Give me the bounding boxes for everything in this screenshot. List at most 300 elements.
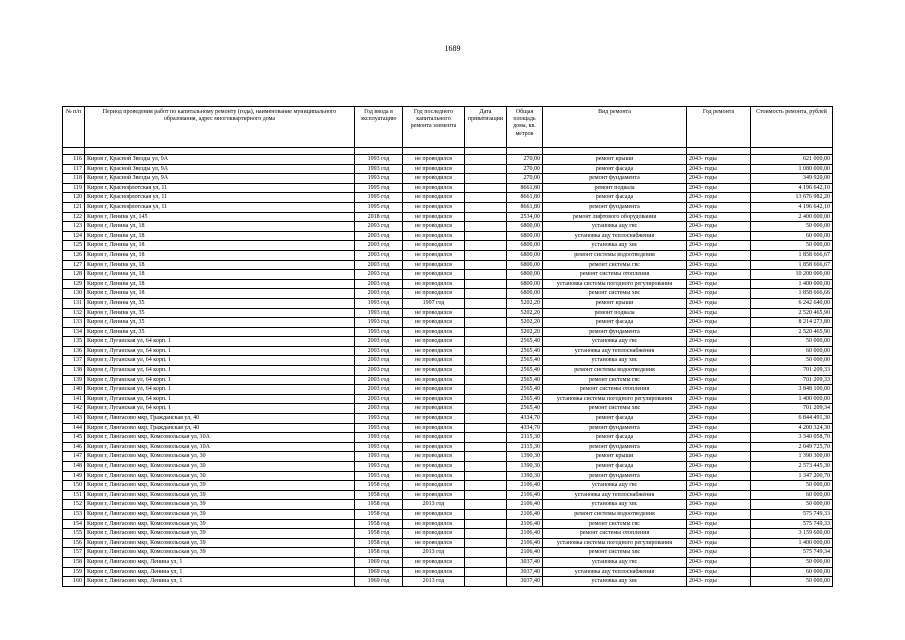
cell-repair-type: ремонт фундамента [543, 202, 687, 212]
cell-privatization [465, 366, 507, 376]
cell-year-built: 1958 год [355, 529, 403, 539]
table-row [63, 375, 833, 385]
cell-area: 4334,70 [507, 423, 543, 433]
cell-num: 120 [63, 193, 85, 203]
cell-repair-type: ремонт фасада [543, 433, 687, 443]
cell-year-built: 1993 год [355, 308, 403, 318]
cell-cost: 1 400 000,00 [751, 394, 833, 404]
table-row [63, 414, 833, 424]
cell-year-built: 1995 год [355, 202, 403, 212]
cell-num: 148 [63, 462, 85, 472]
cell-area: 6800,00 [507, 270, 543, 280]
cell-cost: 4 196 642,10 [751, 202, 833, 212]
table-row [63, 231, 833, 241]
cell-year-last-repair: не проводился [403, 308, 465, 318]
cell-num: 151 [63, 490, 85, 500]
cell-year-built: 1969 год [355, 577, 403, 587]
cell-repair-type: ремонт подвала [543, 183, 687, 193]
cell-cost: 2 049 725,70 [751, 442, 833, 452]
cell-privatization [465, 212, 507, 222]
cell-privatization [465, 500, 507, 510]
cell-year-last-repair: не проводился [403, 241, 465, 251]
cell-repair-year: 2043- годы [687, 279, 751, 289]
cell-cost: 575 749,34 [751, 548, 833, 558]
cell-address: Киров г, Луганская ул, 64 корп. 1 [85, 366, 355, 376]
cell-num: 149 [63, 471, 85, 481]
cell-address: Киров г, Ленина ул, 18 [85, 260, 355, 270]
cell-num: 122 [63, 212, 85, 222]
cell-address: Киров г, Лянгасово мкр, Ленина ул, 1 [85, 567, 355, 577]
cell-cost: 6 844 491,30 [751, 414, 833, 424]
cell-privatization [465, 174, 507, 184]
cell-repair-year: 2043- годы [687, 289, 751, 299]
cell-repair-type: ремонт крыши [543, 452, 687, 462]
cell-year-built: 1969 год [355, 557, 403, 567]
table-body [63, 148, 833, 587]
table-row [63, 433, 833, 443]
cell-area: 2565,40 [507, 337, 543, 347]
cell-num: 155 [63, 529, 85, 539]
cell-year-built: 1995 год [355, 193, 403, 203]
table-row [63, 212, 833, 222]
header-year-built: Год ввода в эксплуатацию [355, 107, 403, 148]
cell-cost: 50 000,00 [751, 577, 833, 587]
cell-num: 140 [63, 385, 85, 395]
cell-num: 116 [63, 155, 85, 165]
cell-address: Киров г, Луганская ул, 64 корп. 1 [85, 394, 355, 404]
cell-repair-year: 2043- годы [687, 500, 751, 510]
cell-repair-year: 2043- годы [687, 356, 751, 366]
cell-privatization [465, 557, 507, 567]
cell-year-built: 2018 год [355, 212, 403, 222]
cell-num: 143 [63, 414, 85, 424]
cell-area: 5202,20 [507, 318, 543, 328]
cell-area: 2106,40 [507, 519, 543, 529]
cell-num: 130 [63, 289, 85, 299]
cell-cost: 1 858 666,67 [751, 250, 833, 260]
table-row [63, 202, 833, 212]
cell-repair-type: ремонт системы хвс [543, 404, 687, 414]
cell-year-built: 2003 год [355, 337, 403, 347]
cell-year-last-repair: не проводился [403, 442, 465, 452]
cell-cost: 13 676 982,20 [751, 193, 833, 203]
cell-privatization [465, 183, 507, 193]
table-row [63, 337, 833, 347]
header-privatization: Дата приватизации [465, 107, 507, 148]
cell-area: 5202,20 [507, 327, 543, 337]
cell-repair-type: ремонт фундамента [543, 471, 687, 481]
cell-repair-year: 2043- годы [687, 548, 751, 558]
cell-year-last-repair: не проводился [403, 385, 465, 395]
header-repair-type: Вид ремонта [543, 107, 687, 148]
table-row [63, 289, 833, 299]
cell-repair-type: установка системы погодного регулирования [543, 279, 687, 289]
cell-area: 6800,00 [507, 279, 543, 289]
cell-privatization [465, 519, 507, 529]
cell-year-last-repair: не проводился [403, 231, 465, 241]
cell-area: 2106,40 [507, 509, 543, 519]
cell-address: Киров г, Лянгасово мкр, Комсомольская ул, 10А [85, 442, 355, 452]
cell-privatization [465, 442, 507, 452]
cell-repair-type: ремонт фундамента [543, 174, 687, 184]
cell-cost: 2 573 445,30 [751, 462, 833, 472]
cell-repair-type: ремонт крыши [543, 298, 687, 308]
cell-address: Киров г, Луганская ул, 64 корп. 1 [85, 346, 355, 356]
table-row [63, 318, 833, 328]
cell-year-last-repair: не проводился [403, 394, 465, 404]
cell-repair-year: 2043- годы [687, 567, 751, 577]
cell-cost: 60 000,00 [751, 567, 833, 577]
cell-year-built: 1993 год [355, 164, 403, 174]
cell-area: 6800,00 [507, 231, 543, 241]
table-row [63, 155, 833, 165]
cell-year-last-repair: не проводился [403, 452, 465, 462]
cell-repair-year: 2043- годы [687, 308, 751, 318]
cell-area: 2106,40 [507, 490, 543, 500]
cell-privatization [465, 193, 507, 203]
cell-address: Киров г, Лянгасово мкр, Ленина ул, 1 [85, 577, 355, 587]
cell-num: 118 [63, 174, 85, 184]
cell-repair-type: установка ацу теплоснабжения [543, 346, 687, 356]
cell-year-last-repair: не проводился [403, 346, 465, 356]
cell-area: 2106,40 [507, 529, 543, 539]
page-number: 1689 [444, 44, 461, 53]
cell-repair-type: ремонт системы водоотведения [543, 250, 687, 260]
cell-repair-year: 2043- годы [687, 490, 751, 500]
cell-address: Киров г, Лянгасово мкр, Комсомольская ул, 39 [85, 538, 355, 548]
cell-repair-type: ремонт фасада [543, 318, 687, 328]
cell-cost: 4 196 642,10 [751, 183, 833, 193]
table-row [63, 394, 833, 404]
cell-year-built: 2003 год [355, 222, 403, 232]
cell-address: Киров г, Лянгасово мкр, Ленина ул, 1 [85, 557, 355, 567]
cell-year-built: 1958 год [355, 538, 403, 548]
cell-privatization [465, 548, 507, 558]
cell-privatization [465, 356, 507, 366]
cell-num: 125 [63, 241, 85, 251]
cell-year-last-repair: не проводился [403, 337, 465, 347]
cell-area: 2565,40 [507, 375, 543, 385]
cell-area: 2565,40 [507, 366, 543, 376]
cell-cost: 1 400 000,00 [751, 538, 833, 548]
cell-year-last-repair: 2013 год [403, 500, 465, 510]
table-row [63, 270, 833, 280]
cell-year-built: 1958 год [355, 548, 403, 558]
cell-repair-year: 2043- годы [687, 366, 751, 376]
table-row [63, 222, 833, 232]
table-row [63, 519, 833, 529]
cell-num: 134 [63, 327, 85, 337]
cell-area: 1390,30 [507, 452, 543, 462]
cell-year-built: 2003 год [355, 404, 403, 414]
cell-repair-type: ремонт системы хвс [543, 548, 687, 558]
table-row [63, 250, 833, 260]
cell-address: Киров г, Лянгасово мкр, Комсомольская ул, 39 [85, 481, 355, 491]
table-row [63, 567, 833, 577]
table-row [63, 241, 833, 251]
cell-address: Киров г, Красной Звезды ул, 9А [85, 164, 355, 174]
cell-repair-type: ремонт системы отопления [543, 385, 687, 395]
cell-repair-year: 2043- годы [687, 404, 751, 414]
cell-privatization [465, 509, 507, 519]
cell-year-built: 1958 год [355, 519, 403, 529]
cell-year-built: 2003 год [355, 375, 403, 385]
cell-privatization [465, 385, 507, 395]
cell-area: 3037,40 [507, 567, 543, 577]
table-row [63, 548, 833, 558]
cell-address: Киров г, Краснофлотская ул, 11 [85, 202, 355, 212]
header-repair-year: Год ремонта [687, 107, 751, 148]
cell-num: 147 [63, 452, 85, 462]
cell-repair-type: установка ацу хвс [543, 577, 687, 587]
cell-repair-year: 2043- годы [687, 164, 751, 174]
cell-privatization [465, 164, 507, 174]
cell-repair-type: установка ацу теплоснабжения [543, 567, 687, 577]
cell-cost: 50 000,00 [751, 241, 833, 251]
cell-address: Киров г, Ленина ул, 35 [85, 308, 355, 318]
cell-privatization [465, 452, 507, 462]
cell-num: 153 [63, 509, 85, 519]
cell-address: Киров г, Лянгасово мкр, Комсомольская ул, 10А [85, 433, 355, 443]
cell-cost: 2 520 465,90 [751, 308, 833, 318]
cell-num: 157 [63, 548, 85, 558]
cell-repair-year: 2043- годы [687, 260, 751, 270]
cell-repair-type: установка ацу хвс [543, 241, 687, 251]
cell-num: 133 [63, 318, 85, 328]
cell-num: 128 [63, 270, 85, 280]
cell-area: 270,00 [507, 164, 543, 174]
cell-num: 131 [63, 298, 85, 308]
table-row [63, 490, 833, 500]
cell-num: 141 [63, 394, 85, 404]
table-row [63, 183, 833, 193]
cell-repair-type: ремонт системы водоотведения [543, 509, 687, 519]
cell-area: 2565,40 [507, 404, 543, 414]
table-row [63, 279, 833, 289]
cell-privatization [465, 318, 507, 328]
cell-cost: 4 200 324,30 [751, 423, 833, 433]
cell-repair-year: 2043- годы [687, 462, 751, 472]
cell-repair-type: ремонт фундамента [543, 327, 687, 337]
cell-year-built: 1958 год [355, 481, 403, 491]
cell-repair-year: 2043- годы [687, 193, 751, 203]
cell-year-built: 1993 год [355, 414, 403, 424]
cell-repair-type: установка системы погодного регулирования [543, 538, 687, 548]
cell-repair-year: 2043- годы [687, 519, 751, 529]
cell-num: 160 [63, 577, 85, 587]
cell-num: 154 [63, 519, 85, 529]
cell-area: 3037,40 [507, 577, 543, 587]
cell-year-last-repair: не проводился [403, 327, 465, 337]
cell-year-last-repair: не проводился [403, 212, 465, 222]
cell-repair-type: ремонт лифтового оборудования [543, 212, 687, 222]
cell-year-built: 1993 год [355, 318, 403, 328]
cell-address: Киров г, Луганская ул, 64 корп. 1 [85, 385, 355, 395]
cell-repair-year: 2043- годы [687, 174, 751, 184]
cell-num: 119 [63, 183, 85, 193]
header-cost: Стоимость ремонта, рублей [751, 107, 833, 148]
cell-area: 8661,80 [507, 183, 543, 193]
cell-privatization [465, 375, 507, 385]
cell-repair-type: ремонт крыши [543, 155, 687, 165]
cell-area: 6800,00 [507, 241, 543, 251]
cell-area: 3037,40 [507, 557, 543, 567]
cell-year-last-repair: не проводился [403, 174, 465, 184]
cell-privatization [465, 490, 507, 500]
cell-cost: 701 209,33 [751, 366, 833, 376]
cell-area: 5202,20 [507, 308, 543, 318]
cell-privatization [465, 414, 507, 424]
cell-year-built: 1993 год [355, 155, 403, 165]
header-num: № п/п [63, 107, 85, 148]
cell-num: 142 [63, 404, 85, 414]
cell-repair-year: 2043- годы [687, 327, 751, 337]
table-row [63, 327, 833, 337]
table-row [63, 442, 833, 452]
cell-area: 2106,40 [507, 538, 543, 548]
table-row [63, 385, 833, 395]
cell-year-built: 2003 год [355, 385, 403, 395]
cell-year-built: 2003 год [355, 241, 403, 251]
table-row [63, 193, 833, 203]
cell-cost: 2 520 465,90 [751, 327, 833, 337]
cell-privatization [465, 155, 507, 165]
cell-address: Киров г, Лянгасово мкр, Комсомольская ул, 39 [85, 509, 355, 519]
table-row [63, 308, 833, 318]
cell-year-built: 2003 год [355, 394, 403, 404]
cell-address: Киров г, Ленина ул, 35 [85, 327, 355, 337]
cell-address: Киров г, Ленина ул, 18 [85, 270, 355, 280]
cell-num: 117 [63, 164, 85, 174]
cell-year-built: 1993 год [355, 442, 403, 452]
cell-cost: 1 347 200,70 [751, 471, 833, 481]
cell-repair-type: ремонт фасада [543, 164, 687, 174]
table-row [63, 298, 833, 308]
cell-address: Киров г, Краснофлотская ул, 11 [85, 193, 355, 203]
cell-privatization [465, 289, 507, 299]
cell-repair-type: ремонт фасада [543, 462, 687, 472]
cell-privatization [465, 538, 507, 548]
cell-repair-year: 2043- годы [687, 298, 751, 308]
cell-privatization [465, 270, 507, 280]
cell-year-last-repair: 2013 год [403, 548, 465, 558]
cell-address: Киров г, Красной Звезды ул, 9А [85, 174, 355, 184]
cell-year-built: 2003 год [355, 270, 403, 280]
cell-address: Киров г, Ленина ул, 145 [85, 212, 355, 222]
cell-area: 1390,30 [507, 462, 543, 472]
table-row [63, 452, 833, 462]
cell-privatization [465, 577, 507, 587]
cell-num: 146 [63, 442, 85, 452]
cell-repair-year: 2043- годы [687, 318, 751, 328]
cell-privatization [465, 260, 507, 270]
cell-address: Киров г, Лянгасово мкр, Комсомольская ул, 30 [85, 452, 355, 462]
cell-area: 5202,20 [507, 298, 543, 308]
cell-repair-type: ремонт системы гвс [543, 519, 687, 529]
cell-privatization [465, 394, 507, 404]
cell-num: 123 [63, 222, 85, 232]
cell-repair-year: 2043- годы [687, 375, 751, 385]
cell-address: Киров г, Лянгасово мкр, Комсомольская ул, 39 [85, 529, 355, 539]
cell-num: 150 [63, 481, 85, 491]
cell-num: 124 [63, 231, 85, 241]
cell-year-last-repair: не проводился [403, 481, 465, 491]
cell-num: 152 [63, 500, 85, 510]
cell-address: Киров г, Ленина ул, 18 [85, 279, 355, 289]
cell-area: 270,00 [507, 174, 543, 184]
cell-year-last-repair: не проводился [403, 414, 465, 424]
cell-repair-year: 2043- годы [687, 423, 751, 433]
table-row [63, 423, 833, 433]
cell-area: 270,00 [507, 155, 543, 165]
cell-repair-year: 2043- годы [687, 452, 751, 462]
cell-cost: 1 080 000,00 [751, 164, 833, 174]
cell-area: 2565,40 [507, 385, 543, 395]
cell-year-last-repair: не проводился [403, 423, 465, 433]
cell-cost: 50 000,00 [751, 356, 833, 366]
cell-repair-year: 2043- годы [687, 241, 751, 251]
cell-privatization [465, 471, 507, 481]
cell-address: Киров г, Ленина ул, 18 [85, 222, 355, 232]
table-row [63, 462, 833, 472]
cell-area: 2106,40 [507, 548, 543, 558]
cell-repair-year: 2043- годы [687, 385, 751, 395]
cell-cost: 50 000,00 [751, 557, 833, 567]
cell-year-last-repair: не проводился [403, 183, 465, 193]
cell-address: Киров г, Лянгасово мкр, Комсомольская ул, 30 [85, 471, 355, 481]
cell-repair-type: установка ацу гвс [543, 222, 687, 232]
cell-year-last-repair: не проводился [403, 471, 465, 481]
cell-num: 126 [63, 250, 85, 260]
cell-address: Киров г, Ленина ул, 18 [85, 241, 355, 251]
cell-repair-year: 2043- годы [687, 183, 751, 193]
cell-address: Киров г, Луганская ул, 64 корп. 1 [85, 404, 355, 414]
cell-year-built: 1995 год [355, 183, 403, 193]
cell-cost: 60 000,00 [751, 490, 833, 500]
cell-repair-year: 2043- годы [687, 222, 751, 232]
cell-year-last-repair: не проводился [403, 433, 465, 443]
cell-year-last-repair: не проводился [403, 193, 465, 203]
cell-repair-year: 2043- годы [687, 231, 751, 241]
cell-privatization [465, 423, 507, 433]
cell-address: Киров г, Краснофлотская ул, 11 [85, 183, 355, 193]
repair-table [62, 106, 833, 587]
cell-year-last-repair: не проводился [403, 202, 465, 212]
cell-year-last-repair: не проводился [403, 538, 465, 548]
cell-repair-year: 2043- годы [687, 538, 751, 548]
cell-area: 2565,40 [507, 346, 543, 356]
table-row [63, 481, 833, 491]
cell-repair-type: установка ацу теплоснабжения [543, 231, 687, 241]
cell-repair-year: 2043- годы [687, 509, 751, 519]
cell-year-built: 2003 год [355, 346, 403, 356]
cell-repair-year: 2043- годы [687, 529, 751, 539]
cell-cost: 575 749,33 [751, 509, 833, 519]
cell-repair-year: 2043- годы [687, 577, 751, 587]
cell-num: 135 [63, 337, 85, 347]
cell-privatization [465, 250, 507, 260]
cell-num: 132 [63, 308, 85, 318]
cell-num: 158 [63, 557, 85, 567]
cell-year-built: 1993 год [355, 433, 403, 443]
cell-repair-year: 2043- годы [687, 202, 751, 212]
cell-repair-type: ремонт системы гвс [543, 375, 687, 385]
cell-year-last-repair: не проводился [403, 567, 465, 577]
cell-repair-year: 2043- годы [687, 212, 751, 222]
cell-repair-type: установка ацу хвс [543, 500, 687, 510]
table-row [63, 404, 833, 414]
cell-repair-year: 2043- годы [687, 394, 751, 404]
